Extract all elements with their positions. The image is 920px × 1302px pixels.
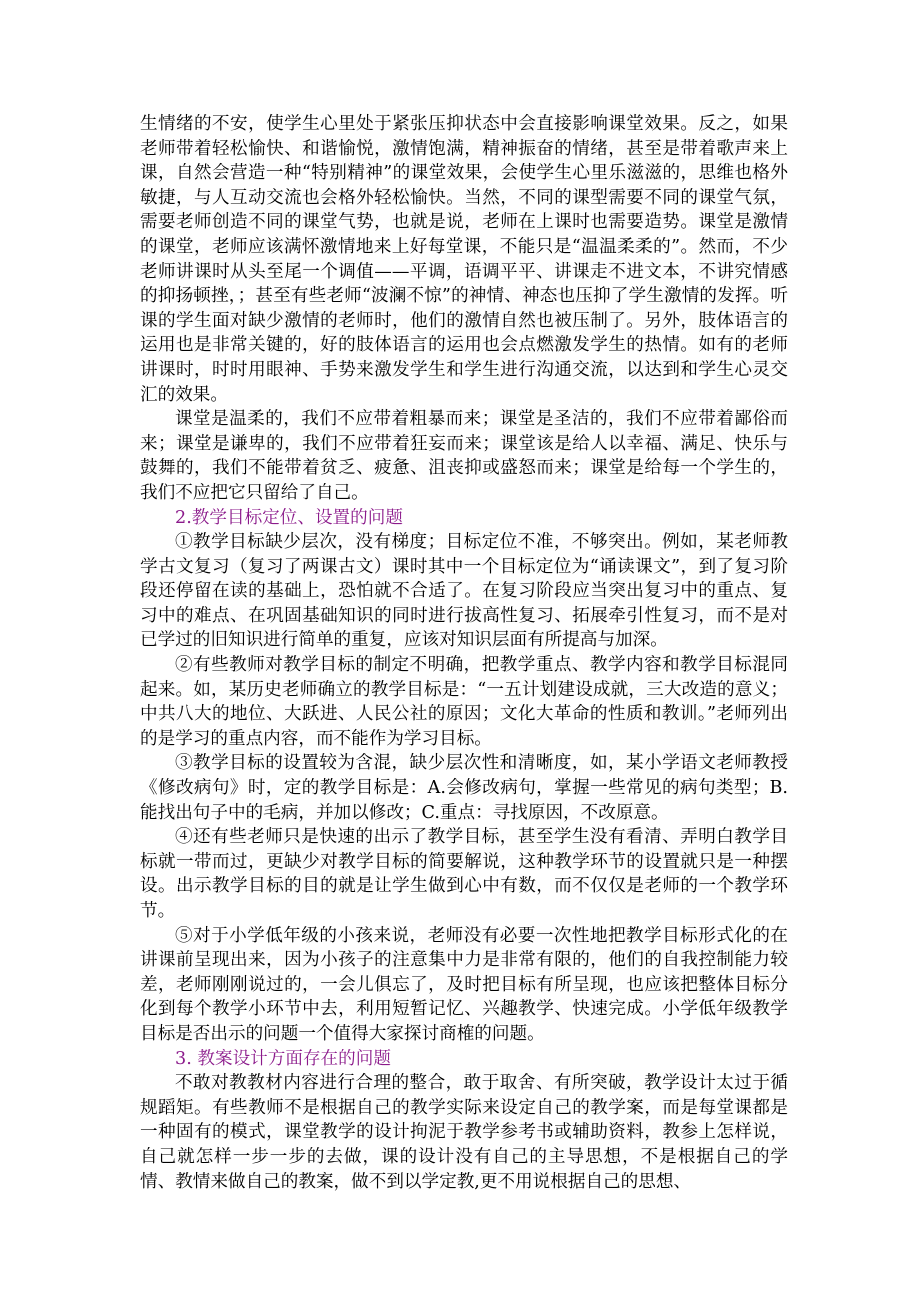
paragraph-1: 生情绪的不安，使学生心里处于紧张压抑状态中会直接影响课堂效果。反之，如果老师带着轻松愉快、和谐愉悦，激情饱满，精神振奋的情绪，甚至是带着歌声来上课，自然会营造一种“特别精神”的课堂效果，会使学生心里乐滋滋的，思维也格外敏捷，与人互动交流也会格外轻松愉快。当然，不同的课型需要不同的课堂气氛，需要老师创造不同的课堂气势，也就是说，老师在上课时也需要造势。课堂是激情的课堂，老师应该满怀激情地来上好每堂课，不能只是“温温柔柔的”。然而，不少老师讲课时从头至尾一个调值——平调，语调平平、讲课走不进文本，不讲究情感的抑扬顿挫，；甚至有些老师“波澜不惊”的神情、神态也压抑了学生激情的发挥。听课的学生面对缺少激情的老师时，他们的激情自然也被压制了。另外，肢体语言的运用也是非常关键的，好的肢体语言的运用也会点燃激发学生的热情。如有的老师讲课时，时时用眼神、手势来激发学生和学生进行沟通交流，以达到和学生心灵交汇的效果。 — [140, 114, 788, 405]
paragraph-2: 课堂是温柔的，我们不应带着粗暴而来；课堂是圣洁的，我们不应带着鄙俗而来；课堂是谦卑的，我们不应带着狂妄而来；课堂该是给人以幸福、满足、快乐与鼓舞的，我们不能带着贫乏、疲惫、沮丧抑或盛怒而来；课堂是给每一个学生的，我们不应把它只留给了自己。 — [140, 409, 788, 503]
paragraph-3: ①教学目标缺少层次，没有梯度；目标定位不准，不够突出。例如，某老师教学古文复习（复习了两课古文）课时其中一个目标定位为“诵读课文”，到了复习阶段还停留在读的基础上，恐怕就不合适了。在复习阶段应当突出复习中的重点、复习中的难点、在巩固基础知识的同时进行拔高性复习、拓展牵引性复习，而不是对已学过的旧知识进行简单的重复，应该对知识层面有所提高与加深。 — [140, 532, 788, 651]
paragraph-6: ④还有些老师只是快速的出示了教学目标，甚至学生没有看清、弄明白教学目标就一带而过，更缺少对教学目标的简要解说，这种教学环节的设置就只是一种摆设。出示教学目标的目的就是让学生做到心中有数，而不仅仅是老师的一个教学环节。 — [140, 827, 788, 921]
section-heading-2: 2.教学目标定位、设置的问题 — [175, 507, 403, 528]
document-page — [140, 112, 788, 1194]
paragraph-8: 不敢对教教材内容进行合理的整合，敢于取舍、有所突破，教学设计太过于循规蹈矩。有些教师不是根据自己的教学实际来设定自己的教学案，而是每堂课都是一种固有的模式，课堂教学的设计拘泥于教学参考书或辅助资料，教参上怎样说，自己就怎样一步一步的去做，课的设计没有自己的主导思想，不是根据自己的学情、教情来做自己的教案，做不到以学定教,更不用说根据自己的思想、 — [140, 1073, 788, 1192]
paragraph-4: ②有些教师对教学目标的制定不明确，把教学重点、教学内容和教学目标混同起来。如，某历史老师确立的教学目标是：“一五计划建设成就，三大改造的意义；中共八大的地位、大跃进、人民公社的原因；文化大革命的性质和教训。”老师列出的是学习的重点内容，而不能作为学习目标。 — [140, 655, 788, 749]
paragraph-7: ⑤对于小学低年级的小孩来说，老师没有必要一次性地把教学目标形式化的在讲课前呈现出来，因为小孩子的注意集中力是非常有限的，他们的自我控制能力较差，老师刚刚说过的，一会儿俱忘了，及时把目标有所呈现，也应该把整体目标分化到每个教学小环节中去，利用短暂记忆、兴趣教学、快速完成。小学低年级教学目标是否出示的问题一个值得大家探讨商榷的问题。 — [140, 925, 788, 1044]
paragraph-5: ③教学目标的设置较为含混，缺少层次性和清晰度，如，某小学语文老师教授《修改病句》时，定的教学目标是：A.会修改病句，掌握一些常见的病句类型；B.能找出句子中的毛病，并加以修改；C.重点：寻找原因，不改原意。 — [140, 753, 788, 823]
section-heading-3: 3. 教案设计方面存在的问题 — [175, 1048, 391, 1069]
